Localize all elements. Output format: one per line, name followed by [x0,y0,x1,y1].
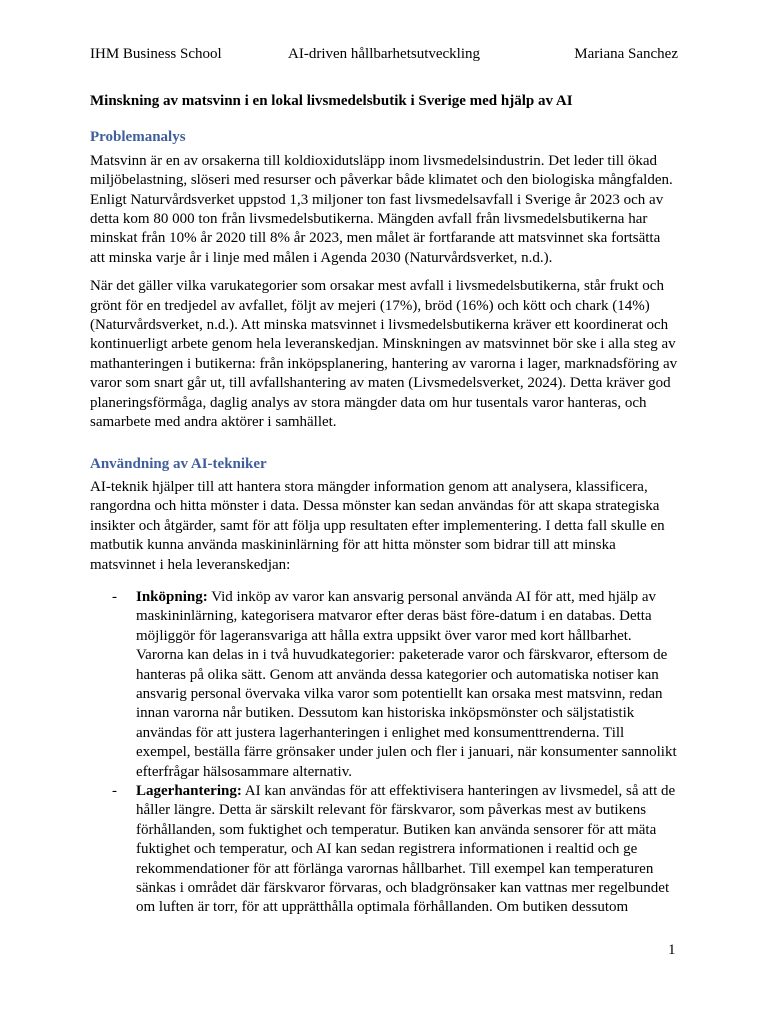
section-problem-analysis [90,128,678,432]
bullet-label: Lagerhantering: [136,783,242,799]
page-number: 1 [668,942,676,958]
paragraph: AI-teknik hjälper till att hantera stora mängder information genom att analysera, klassificera, rangordna och hitta mönster i data. Dessa mönster kan sedan användas för att skapa strategiska insikter och åtgärder, samt för att följa upp resultaten efter implementering. I detta fall skulle en matbutik kunna använda maskininlärning för att hitta mönster som bidrar till att minska matsvinnet i hela leveranskedjan: [90,478,665,573]
section-heading: Användning av AI-tekniker [90,455,267,472]
document-body [90,92,678,918]
list-item [90,782,678,918]
bullet-list [90,588,678,918]
bullet-text: AI kan användas för att effektivisera hanteringen av livsmedel, så att de håller längre. Detta är särskilt relevant för färskvaror, som påverkas mest av butikens förhållanden, som fuktighet och temperatur. Butiken kan använda sensorer för att mäta fuktighet och temperatur, och AI kan sedan registrera informationen i realtid och ge rekommendationer för att förlänga varornas hållbarhet. Till exempel kan temperaturen sänkas i området där färskvaror förvaras, och bladgrönsaker kan vattnas mer regelbundet om luften är torr, för att upprätthålla optimala förhållanden. Om butiken dessutom [136,783,676,916]
list-item [90,588,678,782]
bullet-marker: - [112,783,117,799]
bullet-marker: - [112,588,117,605]
header-school: IHM Business School [90,46,222,62]
document-title: Minskning av matsvinn i en lokal livsmedelsbutik i Sverige med hjälp av AI [90,93,573,109]
paragraph: När det gäller vilka varukategorier som orsakar mest avfall i livsmedelsbutikerna, står frukt och grönt för en tredjedel av avfallet, följt av mejeri (17%), bröd (16%) och kött och chark (14%) (Naturvårdsverket, n.d.). Att minska matsvinnet i livsmedelsbutikerna kräver ett koordinerat och kontinuerligt arbete genom hela leveranskedjan. Minskningen av matsvinnet bör ske i alla steg av mathanteringen i butikerna: från inköpsplanering, hantering av varorna i lager, marknadsföring av varor som snart går ut, till avfallshantering av maten (Livsmedelsverket, 2024). Detta kräver god planeringsförmåga, daglig analys av stora mängder data om hur tusentals varor hanteras, och samarbete med andra aktörer i samhället. [90,278,678,431]
bullet-label: Inköpning: [136,588,208,605]
section-heading: Problemanalys [90,129,186,146]
section-ai-techniques [90,455,678,918]
header-course: AI-driven hållbarhetsutveckling [288,46,481,62]
bullet-text: Vid inköp av varor kan ansvarig personal använda AI för att, med hjälp av maskininlärning, kategorisera matvaror efter deras bäst före-datum i en databas. Detta möjliggör för lageransvariga att hålla extra uppsikt över varor med kort hållbarhet. Varorna kan delas in i två huvudkategorier: paketerade varor och färskvaror, eftersom de hanteras på olika sätt. Genom att använda dessa kategorier och automatiska notiser kan ansvarig personal övervaka vilka varor som potentiellt kan orsaka mest matsvinn, redan innan varorna når butiken. Dessutom kan historiska inköpsmönster och säljstatistik användas för att justera lagerhanteringen i enlighet med konsumenttrenderna. Till exempel, beställa färre grönsaker under julen och fler i januari, när konsumenter sannolikt efterfrågar hälsosammare alternativ. [136,588,677,780]
page-header [90,46,678,68]
paragraph: Matsvinn är en av orsakerna till koldioxidutsläpp inom livsmedelsindustrin. Det leder till ökad miljöbelastning, slöseri med resurser och påverkar både klimatet och den biologiska mångfalden. Enligt Naturvårdsverket uppstod 1,3 miljoner ton fast livsmedelsavfall i Sverige år 2023 och av detta kom 80 000 ton från livsmedelsbutikerna. Mängden avfall från livsmedelsbutikerna har minskat från 10% år 2020 till 8% år 2023, men målet är fortfarande att matsvinnet ska fortsätta att minska varje år i linje med målen i Agenda 2030 (Naturvårdsverket, n.d.). [90,152,673,266]
header-author: Mariana Sanchez [574,46,678,62]
